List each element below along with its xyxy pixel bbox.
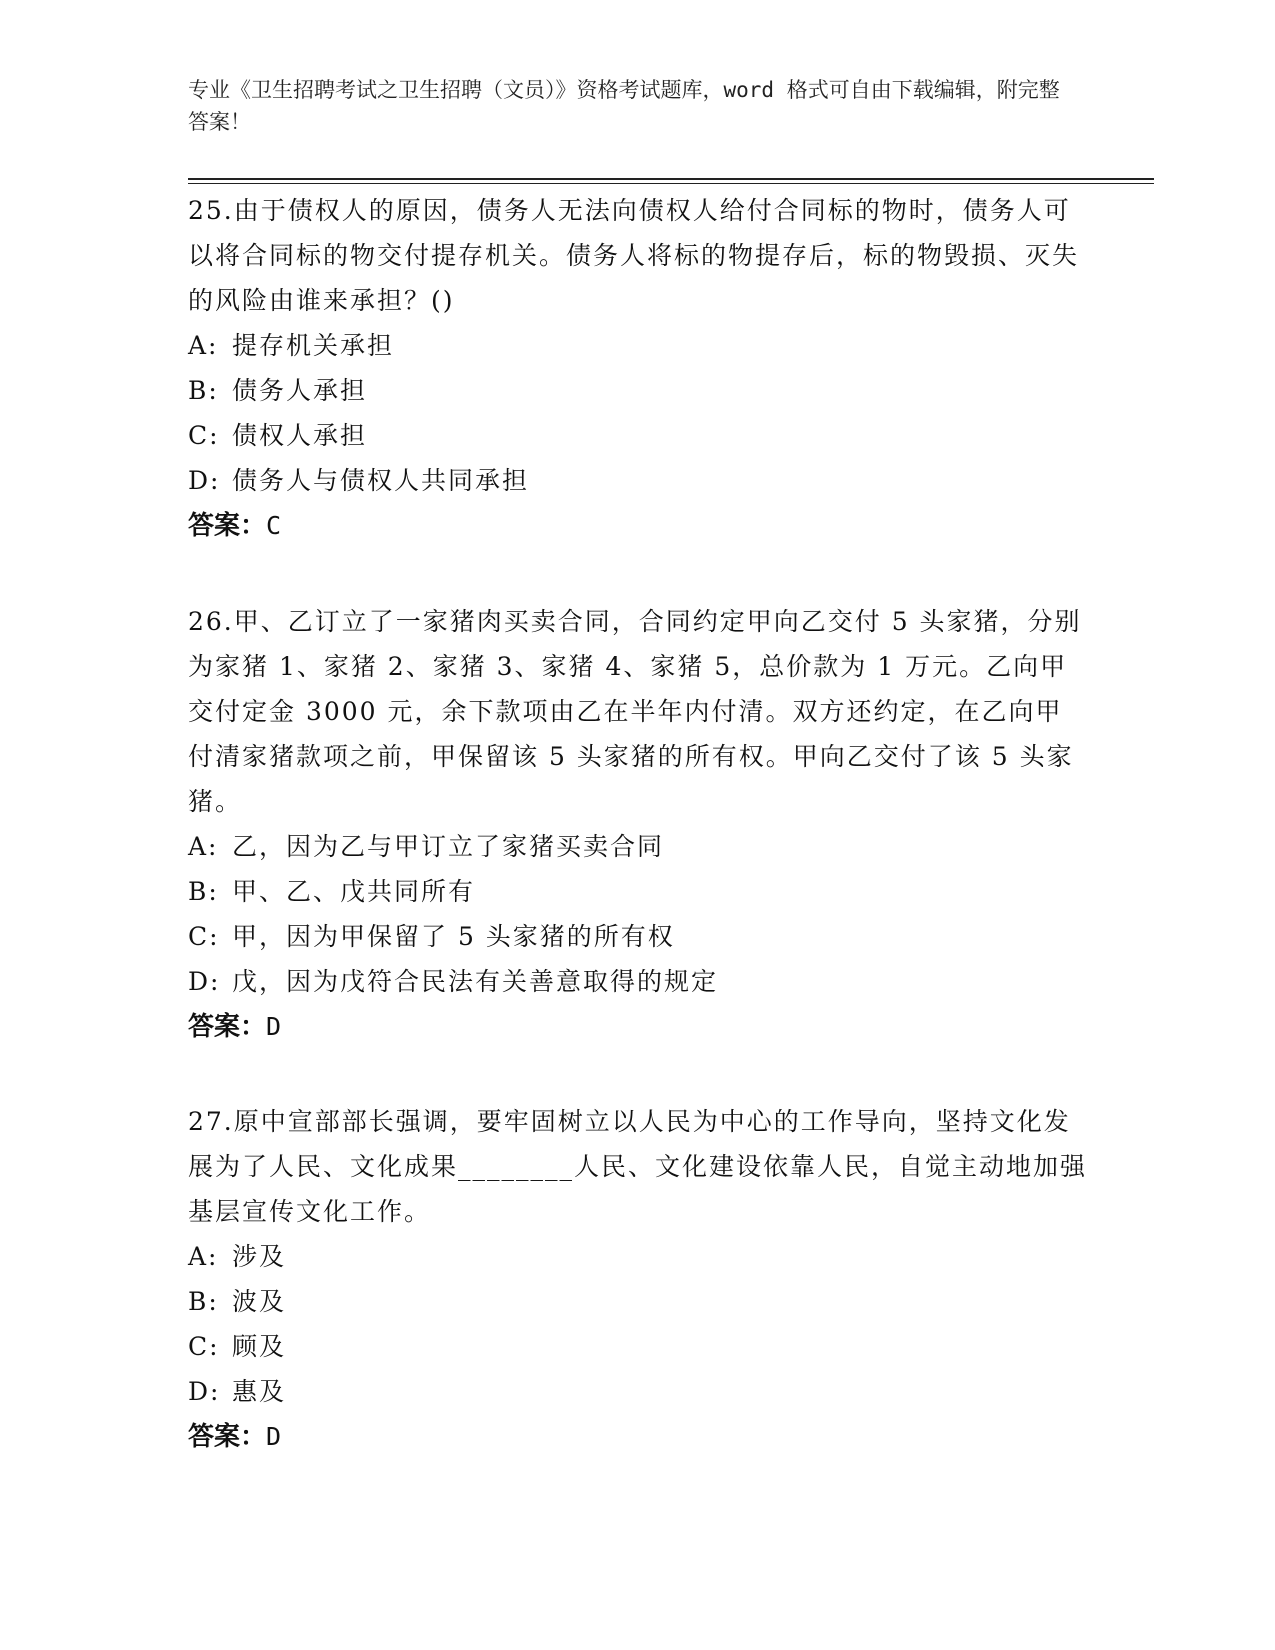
question-25 [188, 188, 1088, 549]
answer-line [188, 1004, 1088, 1050]
option-text: 顾及 [232, 1332, 287, 1361]
option-text: 甲，因为甲保留了 5 头家猪的所有权 [232, 922, 675, 951]
option-a [188, 323, 1088, 368]
header-divider-thick [188, 178, 1154, 180]
option-text: 乙，因为乙与甲订立了家猪买卖合同 [232, 832, 665, 861]
answer-value: D [266, 1012, 282, 1041]
question-26 [188, 599, 1088, 1050]
option-text: 惠及 [232, 1377, 287, 1406]
option-b [188, 368, 1088, 413]
answer-label: 答案： [188, 1422, 267, 1452]
option-d [188, 458, 1088, 503]
option-c [188, 914, 1088, 959]
option-text: 提存机关承担 [232, 331, 395, 360]
option-key: B: [188, 1287, 219, 1316]
header-divider-thin [188, 183, 1154, 184]
answer-label: 答案： [188, 511, 267, 541]
option-text: 波及 [232, 1287, 287, 1316]
option-b [188, 1279, 1088, 1324]
answer-line [188, 503, 1088, 549]
option-key: A: [188, 1242, 219, 1271]
option-key: B: [188, 376, 219, 405]
option-key: B: [188, 877, 219, 906]
option-d [188, 1369, 1088, 1414]
option-text: 甲、乙、戊共同所有 [232, 877, 476, 906]
answer-value: C [266, 511, 282, 540]
option-a [188, 1234, 1088, 1279]
question-stem: 27.原中宣部部长强调，要牢固树立以人民为中心的工作导向，坚持文化发展为了人民、文化成果________人民、文化建设依靠人民，自觉主动地加强基层宣传文化工作。 [188, 1107, 1088, 1226]
option-d [188, 959, 1088, 1004]
answer-label: 答案： [188, 1012, 267, 1042]
option-text: 债权人承担 [232, 421, 368, 450]
option-text: 债务人与债权人共同承担 [232, 466, 530, 495]
option-key: A: [188, 832, 219, 861]
option-b [188, 869, 1088, 914]
option-a [188, 824, 1088, 869]
option-text: 戊，因为戊符合民法有关善意取得的规定 [232, 967, 719, 996]
option-key: D: [188, 466, 221, 495]
option-key: C: [188, 1332, 220, 1361]
option-key: A: [188, 331, 219, 360]
header-note: 专业《卫生招聘考试之卫生招聘（文员）》资格考试题库，word 格式可自由下载编辑，附完整答案！ [188, 78, 1060, 134]
option-key: C: [188, 922, 220, 951]
option-c [188, 1324, 1088, 1369]
option-key: D: [188, 1377, 221, 1406]
answer-value: D [266, 1422, 282, 1451]
option-c [188, 413, 1088, 458]
question-stem: 26.甲、乙订立了一家猪肉买卖合同，合同约定甲向乙交付 5 头家猪，分别为家猪 1、家猪 2、家猪 3、家猪 4、家猪 5，总价款为 1 万元。乙向甲交付定金 3000 元，余下款项由乙在半年内付清。双方还约定，在乙向甲付清家猪款项之前，甲保留该 5 头家猪的所有权。甲向乙交付了该 5 头家猪。 [188, 607, 1082, 816]
option-text: 涉及 [232, 1242, 287, 1271]
option-key: C: [188, 421, 220, 450]
option-text: 债务人承担 [232, 376, 368, 405]
question-27 [188, 1099, 1088, 1460]
question-stem: 25.由于债权人的原因，债务人无法向债权人给付合同标的物时，债务人可以将合同标的物交付提存机关。债务人将标的物提存后，标的物毁损、灭失的风险由谁来承担？() [188, 196, 1080, 315]
option-key: D: [188, 967, 221, 996]
answer-line [188, 1414, 1088, 1460]
